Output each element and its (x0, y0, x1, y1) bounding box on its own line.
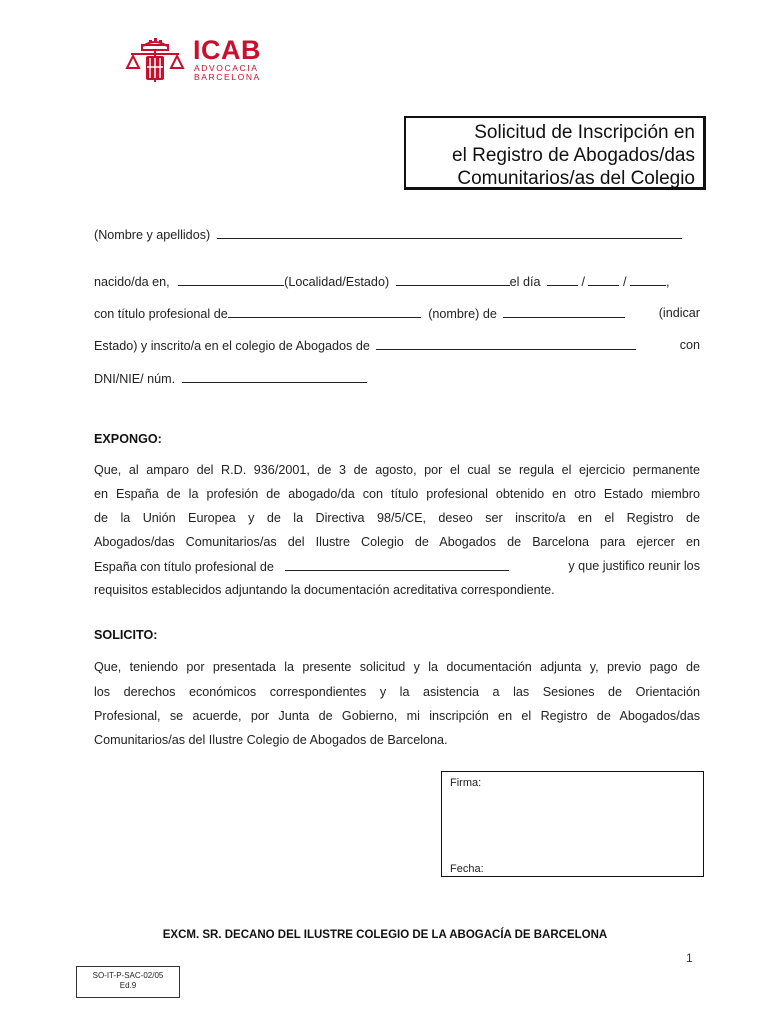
page-number: 1 (686, 951, 693, 965)
with-label: con (679, 338, 700, 352)
expongo-line-3: de la Unión Europea y de la Directiva 98/5/CE, deseo ser inscrito/a en el Registro de (94, 511, 700, 525)
dni-field[interactable] (182, 370, 367, 383)
dni-row (94, 370, 700, 387)
bar-label: Estado) y inscrito/a en el colegio de Abogados de (94, 339, 370, 353)
degree-field[interactable] (228, 305, 421, 318)
date-separator: / (581, 275, 585, 289)
icab-logo (125, 36, 265, 86)
expongo-heading: EXPONGO: (94, 432, 162, 446)
name-label: (Nombre y apellidos) (94, 228, 211, 242)
profession-label: España con título profesional de (94, 560, 274, 574)
icab-crest-icon (125, 36, 185, 86)
bar-association-field[interactable] (376, 337, 636, 350)
signature-label: Firma: (450, 777, 482, 789)
solicito-line-1: Que, teniendo por presentada la presente solicitud y la documentación adjunta y, previo pago de (94, 660, 700, 674)
signature-box[interactable] (441, 771, 704, 877)
state-field[interactable] (396, 273, 510, 286)
degree-country-field[interactable] (503, 305, 625, 318)
birth-row (94, 273, 700, 290)
profession-field[interactable] (285, 558, 509, 571)
expongo-line-1: Que, al amparo del R.D. 936/2001, de 3 de agosto, por el cual se regula el ejercicio permanente (94, 463, 700, 477)
comma: , (665, 275, 670, 289)
document-title-box (404, 116, 706, 190)
solicito-heading: SOLICITO: (94, 628, 158, 642)
expongo-line-2: en España de la profesión de abogado/da con título profesional obtenido en otro Estado miembro (94, 487, 700, 501)
name-row (94, 226, 700, 243)
expongo-line-5 (94, 558, 700, 575)
name-field[interactable] (217, 226, 682, 239)
justify-label: y que justifico reunir los (568, 559, 700, 573)
bar-row (94, 337, 700, 354)
degree-row (94, 305, 700, 322)
solicito-line-2: los derechos económicos correspondientes y la asistencia a las Sesiones de Orientación (94, 685, 700, 699)
logo-subtitle-1: ADVOCACIA (194, 63, 259, 73)
logo-wordmark: ICAB (193, 35, 261, 65)
date-separator: / (622, 275, 627, 289)
degree-label: con título profesional de (94, 307, 228, 321)
title-line-3: Comunitarios/as del Colegio (457, 168, 695, 189)
title-line-1: Solicitud de Inscripción en (474, 122, 695, 143)
addressee-footer: EXCM. SR. DECANO DEL ILUSTRE COLEGIO DE LA ABOGACÍA DE BARCELONA (162, 929, 608, 941)
solicito-line-4: Comunitarios/as del Ilustre Colegio de Abogados de Barcelona. (94, 733, 448, 747)
document-code-box (76, 966, 180, 998)
birth-month-field[interactable] (588, 273, 619, 286)
day-label: el día (509, 275, 541, 289)
date-label: Fecha: (450, 863, 484, 875)
indicate-label: (indicar (658, 306, 700, 320)
logo-subtitle-2: BARCELONA (194, 72, 261, 82)
expongo-line-6: requisitos establecidos adjuntando la documentación acreditativa correspondiente. (94, 583, 555, 597)
dni-label: DNI/NIE/ núm. (94, 372, 176, 386)
document-edition: Ed.9 (119, 981, 137, 990)
birth-day-field[interactable] (547, 273, 578, 286)
birthplace-field[interactable] (178, 273, 284, 286)
born-label: nacido/da en, (94, 275, 170, 289)
degree-name-label: (nombre) de (428, 307, 497, 321)
expongo-line-4: Abogados/das Comunitarios/as del Ilustre Colegio de Abogados de Barcelona para ejercer en (94, 535, 700, 549)
title-line-2: el Registro de Abogados/das (452, 145, 695, 166)
document-code: SO-IT-P-SAC-02/05 (92, 971, 164, 980)
solicito-line-3: Profesional, se acuerde, por Junta de Gobierno, mi inscripción en el Registro de Abogados/das (94, 709, 700, 723)
birth-year-field[interactable] (630, 273, 666, 286)
locality-label: (Localidad/Estado) (284, 275, 390, 289)
